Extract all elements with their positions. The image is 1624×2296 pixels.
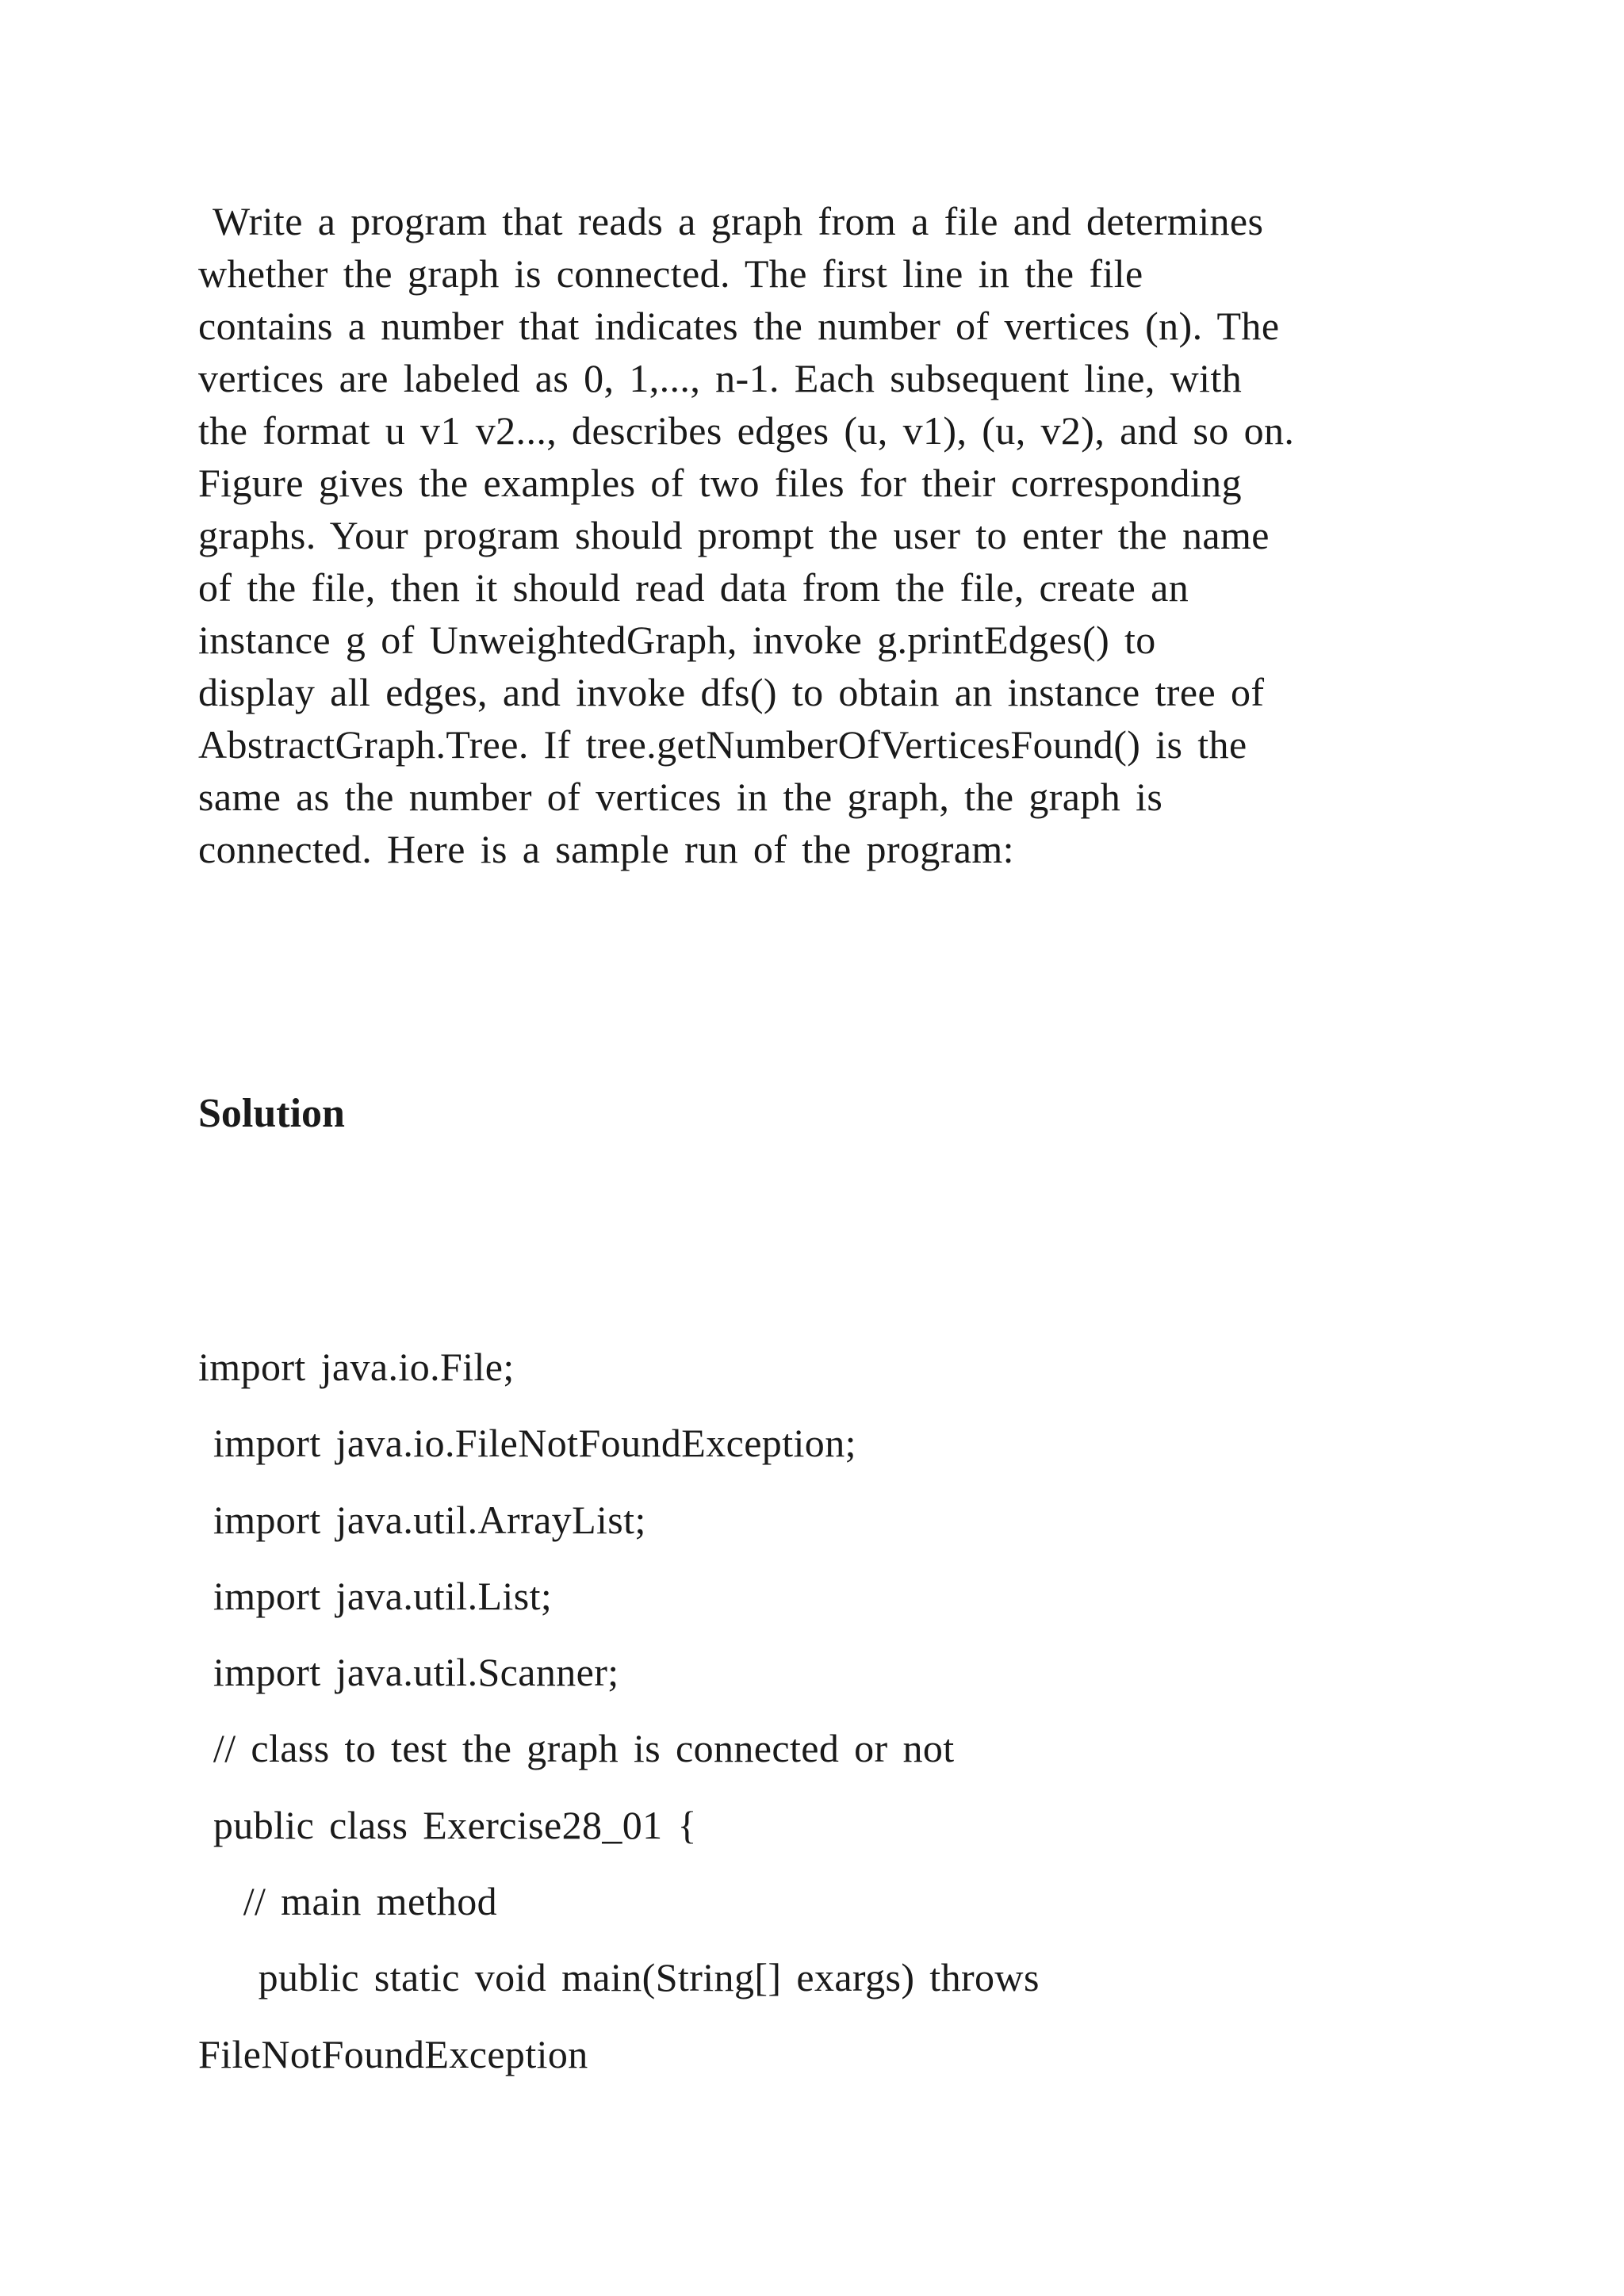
problem-line: display all edges, and invoke dfs() to obtain an instance tree of xyxy=(198,670,1265,714)
code-line: public class Exercise28_01 { xyxy=(198,1802,697,1847)
code-line: FileNotFoundException xyxy=(198,2031,588,2076)
code-listing xyxy=(198,1329,1435,2092)
problem-statement xyxy=(198,195,1435,875)
code-line: // class to test the graph is connected or not xyxy=(198,1726,955,1771)
solution-heading: Solution xyxy=(198,1091,345,1136)
problem-line: same as the number of vertices in the graph, the graph is xyxy=(198,775,1163,819)
problem-line: AbstractGraph.Tree. If tree.getNumberOfVerticesFound() is the xyxy=(198,722,1247,767)
problem-line: connected. Here is a sample run of the program: xyxy=(198,827,1014,871)
problem-line: instance g of UnweightedGraph, invoke g.printEdges() to xyxy=(198,618,1156,662)
problem-line: contains a number that indicates the number of vertices (n). The xyxy=(198,304,1280,348)
problem-line: vertices are labeled as 0, 1,..., n-1. Each subsequent line, with xyxy=(198,356,1243,400)
problem-line: the format u v1 v2..., describes edges (u, v1), (u, v2), and so on. xyxy=(198,408,1295,453)
code-line: // main method xyxy=(198,1879,498,1924)
code-line: import java.util.ArrayList; xyxy=(198,1497,646,1542)
problem-line: Figure gives the examples of two files for their corresponding xyxy=(198,461,1242,505)
problem-line: Write a program that reads a graph from a file and determines xyxy=(198,199,1264,243)
code-line: import java.io.File; xyxy=(198,1345,515,1389)
code-line: import java.util.List; xyxy=(198,1573,553,1618)
code-line: import java.util.Scanner; xyxy=(198,1650,619,1695)
problem-line: of the file, then it should read data from the file, create an xyxy=(198,565,1189,610)
problem-line: graphs. Your program should prompt the user to enter the name xyxy=(198,513,1270,557)
code-line: import java.io.FileNotFoundException; xyxy=(198,1421,856,1466)
code-line: public static void main(String[] exargs) throws xyxy=(198,1955,1040,2000)
problem-line: whether the graph is connected. The first line in the file xyxy=(198,251,1143,296)
